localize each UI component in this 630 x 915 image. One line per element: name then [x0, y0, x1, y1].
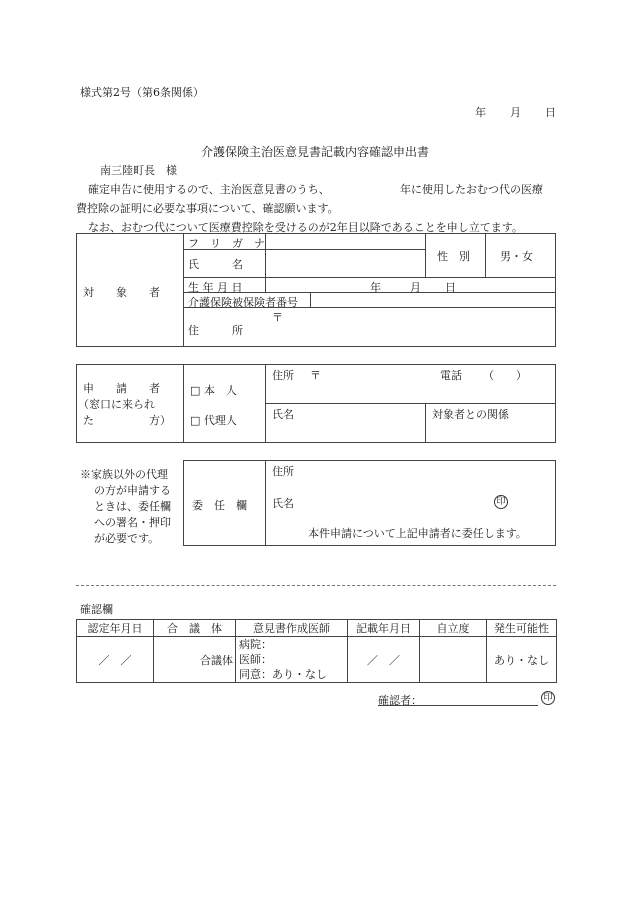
birth-month-label: 月 — [410, 281, 421, 294]
delegation-address-label: 住所 — [272, 465, 294, 478]
header-possibility: 発生可能性 — [487, 620, 557, 637]
option-self-checkbox[interactable]: □ 本 人 — [190, 384, 237, 397]
header-doctor: 意見書作成医師 — [236, 620, 348, 637]
header-independence: 自立度 — [420, 620, 487, 637]
applicant-label-line-1: 申 請 者 — [83, 382, 160, 395]
applicant-name-label: 氏名 — [272, 408, 294, 421]
delegation-label: 委 任 欄 — [192, 499, 247, 512]
hospital-label: 病院： — [239, 638, 272, 651]
possibility-cell: あり・なし — [487, 637, 557, 683]
sex-label: 性 別 — [437, 250, 470, 263]
form-number: 様式第2号（第6条関係） — [80, 86, 204, 99]
insured-number-label: 介護保険被保険者番号 — [188, 296, 298, 309]
dotted-separator — [76, 585, 556, 586]
delegation-note-line-2: の方が申請する — [94, 484, 171, 497]
confirmation-header-row — [77, 620, 557, 637]
subject-address-label: 住 所 — [188, 324, 243, 337]
confirmer-seal-mark: 印 — [541, 691, 555, 705]
birth-day-label: 日 — [445, 281, 456, 294]
consent-label: 同意：あり・なし — [239, 668, 327, 681]
delegation-statement: 本件申請について上記申請者に委任します。 — [308, 527, 527, 540]
applicant-phone-label: 電話 — [440, 369, 462, 382]
confirmer-label: 確認者： — [378, 694, 422, 707]
cert-date-cell: ／ ／ — [77, 637, 154, 683]
subject-name-label: 氏 名 — [188, 258, 243, 271]
delegation-seal-mark: 印 — [494, 495, 508, 509]
sex-value: 男・女 — [500, 250, 533, 263]
confirmation-section-title: 確認欄 — [80, 603, 113, 616]
confirmation-data-row — [77, 637, 557, 683]
delegation-name-label: 氏名 — [272, 497, 294, 510]
birth-year-label: 年 — [370, 281, 381, 294]
confirmer-signature-line — [378, 705, 538, 706]
applicant-label-line-2: （窓口に来られ — [78, 398, 155, 411]
header-record-date: 記載年月日 — [348, 620, 420, 637]
date-year-label: 年 — [475, 106, 486, 119]
intro-line-1a: 確定申告に使用するので、主治医意見書のうち、 — [88, 183, 330, 196]
date-month-label: 月 — [510, 106, 521, 119]
applicant-label-line-3: た 方） — [83, 414, 171, 427]
intro-line-1b: 年に使用したおむつ代の医療 — [400, 183, 543, 196]
doctor-label: 医師： — [239, 653, 272, 666]
document-title: 介護保険主治医意見書記載内容確認申出書 — [200, 145, 429, 159]
intro-line-3: なお、おむつ代について医療費控除を受けるのが2年目以降であることを申し立てます。 — [88, 221, 523, 234]
subject-postal-mark: 〒 — [272, 311, 283, 324]
delegation-note-line-1: ※家族以外の代理 — [80, 468, 168, 481]
subject-section-label: 対 象 者 — [83, 286, 160, 299]
independence-cell — [420, 637, 487, 683]
doctor-cell — [236, 637, 348, 683]
applicant-postal-mark: 〒 — [310, 369, 321, 382]
record-date-cell: ／ ／ — [348, 637, 420, 683]
delegation-note-line-3: ときは、委任欄 — [94, 500, 171, 513]
addressee: 南三陸町長 様 — [100, 164, 177, 177]
furigana-label: フ リ ガ ナ — [188, 237, 265, 250]
relation-label: 対象者との関係 — [432, 408, 509, 421]
council-cell: 合議体 — [154, 637, 236, 683]
birth-date-label: 生 年 月 日 — [188, 281, 243, 294]
header-cert-date: 認定年月日 — [77, 620, 154, 637]
delegation-note-line-5: が必要です。 — [94, 532, 160, 545]
date-day-label: 日 — [545, 106, 556, 119]
applicant-address-label: 住所 — [272, 369, 294, 382]
confirmation-table — [76, 619, 557, 683]
intro-line-2: 費控除の証明に必要な事項について、確認願います。 — [76, 202, 339, 215]
option-proxy-checkbox[interactable]: □ 代理人 — [190, 414, 237, 427]
delegation-note-line-4: への署名・押印 — [94, 516, 171, 529]
header-council: 合 議 体 — [154, 620, 236, 637]
applicant-phone-paren: （ ） — [483, 369, 527, 382]
